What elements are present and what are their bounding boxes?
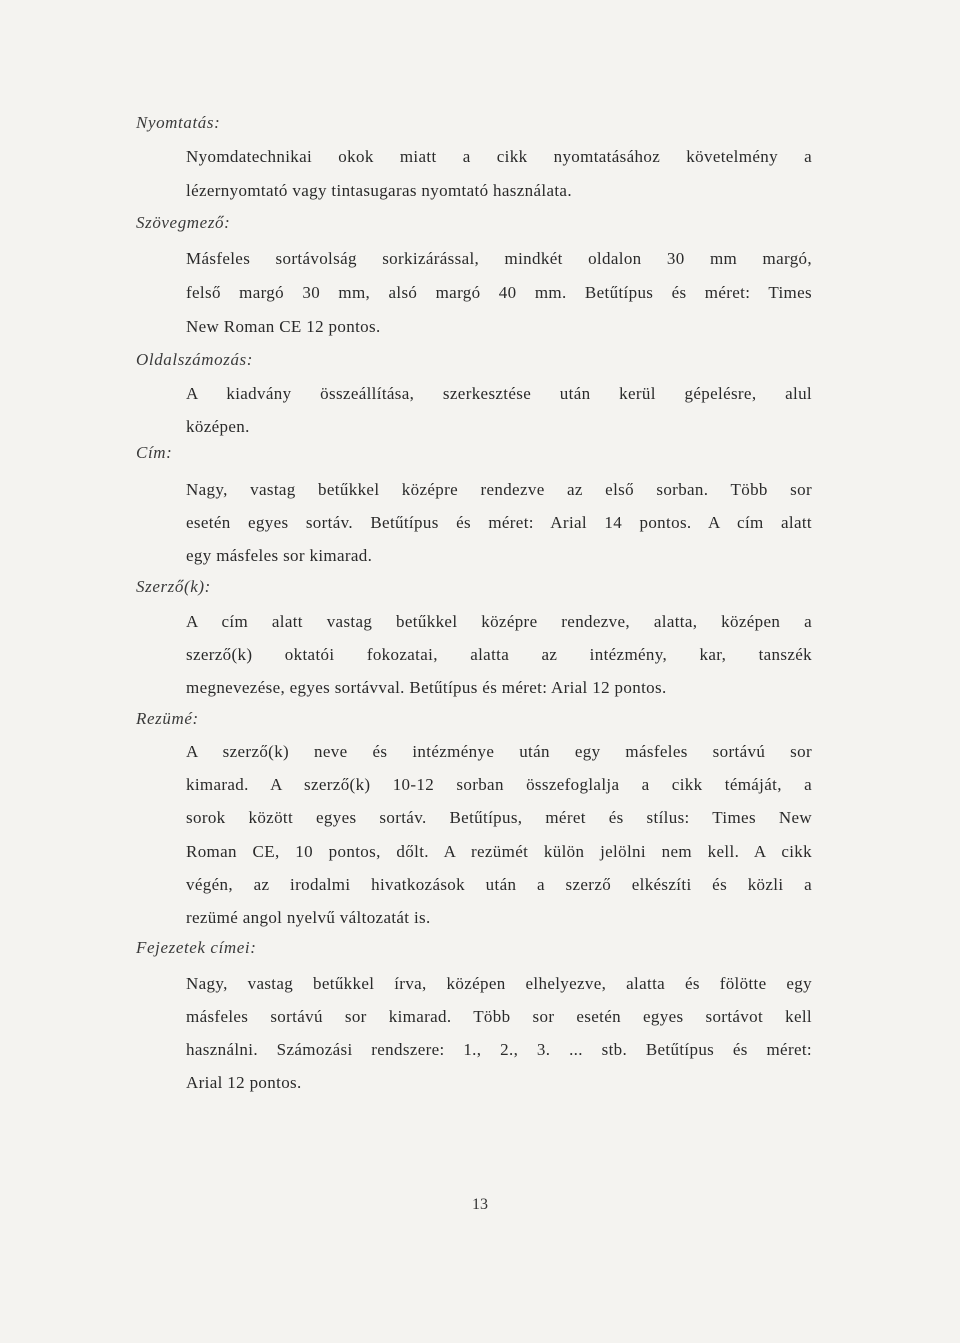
- section-heading: Nyomtatás:: [136, 113, 221, 132]
- section-heading: Fejezetek címei:: [136, 938, 257, 957]
- text-line: Arial 12 pontos.: [186, 1073, 302, 1092]
- text-line: szerző(k) oktatói fokozatai, alatta az intézmény, kar, tanszék: [186, 645, 812, 664]
- text-line: A szerző(k) neve és intézménye után egy másfeles sortávú sor: [186, 742, 812, 761]
- section-heading: Cím:: [136, 443, 173, 462]
- text-line: New Roman CE 12 pontos.: [186, 317, 381, 336]
- text-line: A cím alatt vastag betűkkel középre rendezve, alatta, középen a: [186, 612, 812, 631]
- section-heading: Rezümé:: [136, 709, 199, 728]
- text-line: Nagy, vastag betűkkel írva, középen elhelyezve, alatta és fölötte egy: [186, 974, 812, 993]
- page-number: 13: [472, 1196, 488, 1213]
- section-heading: Szövegmező:: [136, 213, 231, 232]
- text-line: Másfeles sortávolság sorkizárással, mindkét oldalon 30 mm margó,: [186, 249, 812, 268]
- text-line: esetén egyes sortáv. Betűtípus és méret: Arial 14 pontos. A cím alatt: [186, 513, 812, 532]
- text-line: másfeles sortávú sor kimarad. Több sor esetén egyes sortávot kell: [186, 1007, 812, 1026]
- text-line: lézernyomtató vagy tintasugaras nyomtató használata.: [186, 181, 572, 200]
- text-line: Nyomdatechnikai okok miatt a cikk nyomtatásához követelmény a: [186, 147, 812, 166]
- section-heading: Oldalszámozás:: [136, 350, 254, 369]
- text-line: egy másfeles sor kimarad.: [186, 546, 373, 565]
- text-line: Nagy, vastag betűkkel középre rendezve az első sorban. Több sor: [186, 480, 812, 499]
- section-heading: Szerző(k):: [136, 577, 211, 596]
- text-line: középen.: [186, 417, 250, 436]
- text-line: végén, az irodalmi hivatkozások után a szerző elkészíti és közli a: [186, 875, 812, 894]
- text-line: kimarad. A szerző(k) 10-12 sorban összefoglalja a cikk témáját, a: [186, 775, 812, 794]
- text-line: rezümé angol nyelvű változatát is.: [186, 908, 431, 927]
- text-line: használni. Számozási rendszere: 1., 2., 3. ... stb. Betűtípus és méret:: [186, 1040, 812, 1059]
- text-line: sorok között egyes sortáv. Betűtípus, méret és stílus: Times New: [186, 808, 812, 827]
- text-line: megnevezése, egyes sortávval. Betűtípus és méret: Arial 12 pontos.: [186, 678, 667, 697]
- text-line: felső margó 30 mm, alsó margó 40 mm. Betűtípus és méret: Times: [186, 283, 812, 302]
- text-line: Roman CE, 10 pontos, dőlt. A rezümét külön jelölni nem kell. A cikk: [186, 842, 812, 861]
- text-line: A kiadvány összeállítása, szerkesztése után kerül gépelésre, alul: [186, 384, 812, 403]
